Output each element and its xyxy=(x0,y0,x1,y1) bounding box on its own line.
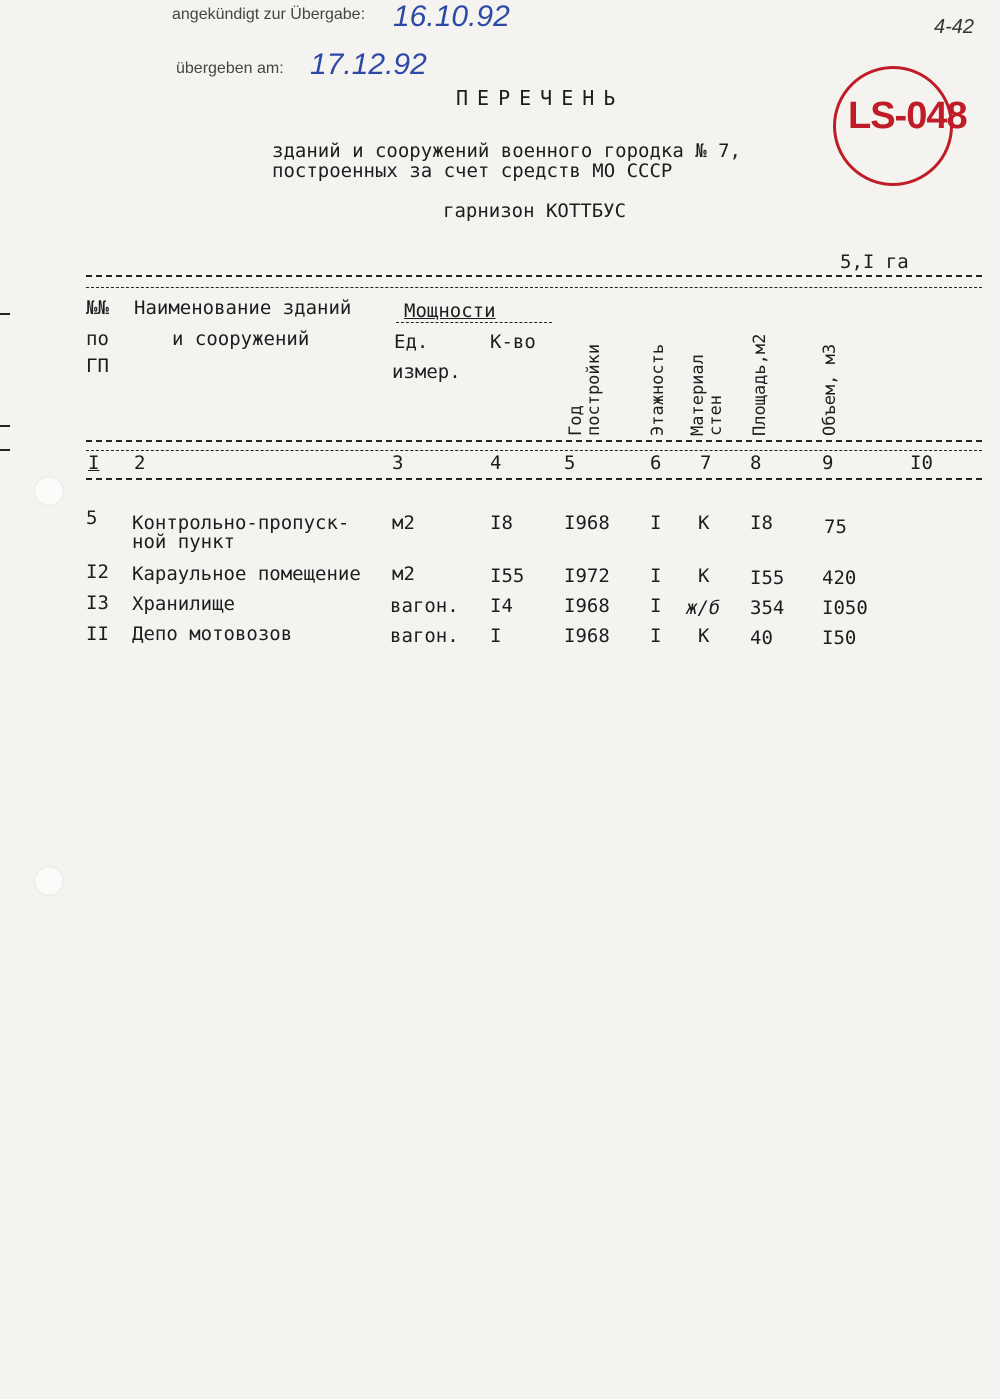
cell-name: Депо мотовозов xyxy=(132,623,293,645)
cell-year: I972 xyxy=(564,565,610,587)
header-no-line1: №№ xyxy=(86,297,109,319)
cell-qty: I8 xyxy=(490,512,513,534)
cell-area: I55 xyxy=(750,567,785,589)
header-capacity: Мощности xyxy=(404,300,496,322)
header-bottom-rule-2 xyxy=(86,450,982,451)
col-number-8: 8 xyxy=(750,452,762,474)
cell-area: 40 xyxy=(750,627,773,649)
header-bottom-rule xyxy=(86,440,982,442)
total-area: 5,I га xyxy=(840,251,909,273)
cell-unit: вагон. xyxy=(390,625,459,647)
cell-no: I3 xyxy=(86,592,109,614)
punch-hole-bottom xyxy=(34,866,64,896)
cell-floors: I xyxy=(650,512,662,534)
col-number-3: 3 xyxy=(392,452,404,474)
punch-hole-top xyxy=(34,476,64,506)
header-no-line3: ГП xyxy=(86,355,109,377)
cell-volume: I50 xyxy=(822,627,857,649)
header-name-line1: Наименование зданий xyxy=(134,297,352,319)
margin-tick xyxy=(0,313,10,315)
col-number-10: I0 xyxy=(910,452,933,474)
header-unit-line2: измер. xyxy=(392,361,461,383)
cell-area: 354 xyxy=(750,597,785,619)
cell-floors: I xyxy=(650,595,662,617)
cell-no: II xyxy=(86,623,109,645)
header-year xyxy=(568,344,604,436)
table-top-rule xyxy=(86,275,982,277)
announced-date: 16.10.92 xyxy=(393,0,510,33)
cell-volume: I050 xyxy=(822,597,868,619)
cell-material: К xyxy=(698,512,710,534)
cell-qty: I55 xyxy=(490,565,525,587)
cell-volume: 420 xyxy=(822,567,857,589)
cell-name-continued: ной пункт xyxy=(132,531,235,553)
cell-unit: м2 xyxy=(392,512,415,534)
header-floors: Этажность xyxy=(648,343,668,436)
header-unit-line1: Ед. xyxy=(394,331,429,353)
announced-label: angekündigt zur Übergabe: xyxy=(172,6,366,23)
cell-qty: I4 xyxy=(490,595,513,617)
cell-material: К xyxy=(698,565,710,587)
cell-name: Контрольно-пропуск- xyxy=(132,512,350,534)
handed-date: 17.12.92 xyxy=(310,48,427,81)
header-material xyxy=(690,354,726,436)
document-title: ПЕРЕЧЕНЬ xyxy=(456,86,625,110)
red-seal-code: LS-048 xyxy=(848,95,967,137)
cell-no: 5 xyxy=(86,507,98,529)
cell-floors: I xyxy=(650,565,662,587)
header-year-line2: постройки xyxy=(583,343,604,436)
header-no-line2: по xyxy=(86,328,109,350)
cell-year: I968 xyxy=(564,595,610,617)
handed-label: übergeben am: xyxy=(176,60,284,77)
cell-unit: м2 xyxy=(392,563,415,585)
cell-year: I968 xyxy=(564,512,610,534)
col-number-5: 5 xyxy=(564,452,576,474)
header-qty: К-во xyxy=(490,331,536,353)
cell-no: I2 xyxy=(86,561,109,583)
cell-name: Караульное помещение xyxy=(132,563,361,585)
cell-qty: I xyxy=(490,625,502,647)
table-top-rule-2 xyxy=(86,287,982,288)
col-number-1: I xyxy=(88,452,100,474)
col-number-7: 7 xyxy=(700,452,712,474)
subtitle-line-1: зданий и сооружений военного городка № 7, xyxy=(272,140,741,162)
header-volume: Объем, м3 xyxy=(820,343,840,436)
col-number-4: 4 xyxy=(490,452,502,474)
cell-area: I8 xyxy=(750,512,773,534)
subtitle-line-2: построенных за счет средств МО СССР xyxy=(272,160,673,182)
col-number-9: 9 xyxy=(822,452,834,474)
garrison-name: гарнизон КОТТБУС xyxy=(443,200,627,222)
header-material-line1: Материал xyxy=(688,354,708,436)
colnum-bottom-rule xyxy=(86,478,982,480)
col-number-6: 6 xyxy=(650,452,662,474)
header-year-line1: Год xyxy=(566,405,586,436)
cell-volume: 75 xyxy=(824,516,847,538)
margin-tick xyxy=(0,425,10,427)
margin-tick xyxy=(0,449,10,451)
capacity-underline-dashes xyxy=(396,322,552,323)
cell-material: К xyxy=(698,625,710,647)
cell-unit: вагон. xyxy=(390,595,459,617)
header-material-line2: стен xyxy=(705,395,726,436)
cell-material: ж/б xyxy=(686,597,721,619)
header-name-line2: и сооружений xyxy=(172,328,310,350)
corner-reference: 4-42 xyxy=(934,16,975,38)
header-area: Площадь,м2 xyxy=(750,333,770,436)
cell-year: I968 xyxy=(564,625,610,647)
col-number-2: 2 xyxy=(134,452,146,474)
cell-floors: I xyxy=(650,625,662,647)
cell-name: Хранилище xyxy=(132,593,235,615)
